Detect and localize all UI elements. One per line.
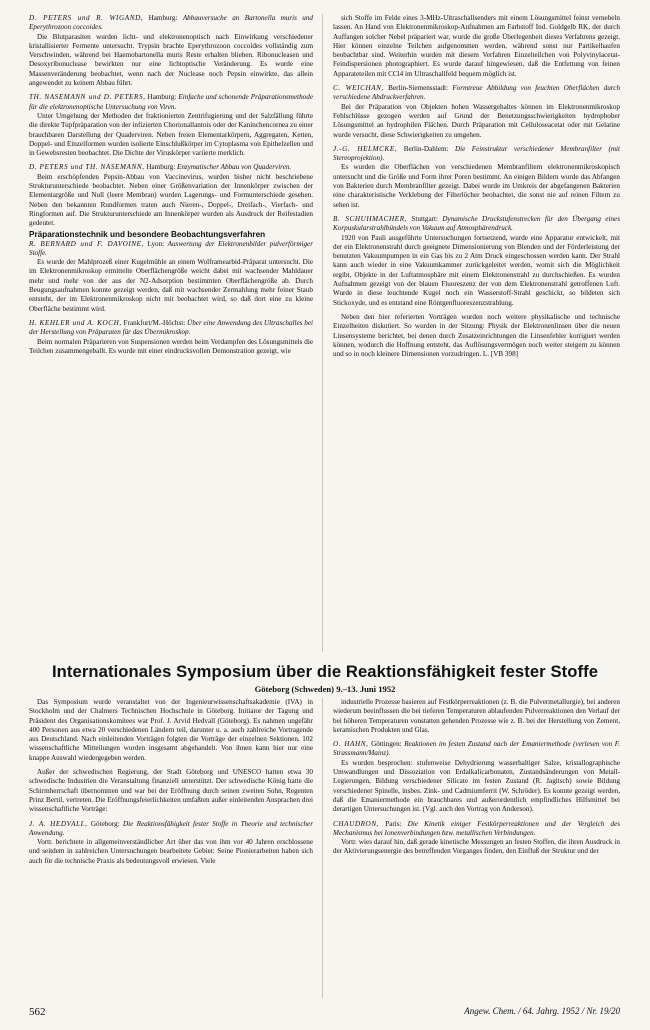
article-entry bbox=[29, 319, 313, 356]
entry-body: sich Stoffe im Felde eines 3-MHz-Ultraschallsenders mit einem Lösungsmittel feinst vernebeln lassen. An Hand von Elektronenmikroskop-Aufnahmen am Farbstoff Ind. Goldgelb RK, der durch Auffangen solcher Nebel präpariert war, wurde die große Überlegenheit dieses Verfahrens gezeigt. Hier können einzelne Teilchen aufgenommen werden, während sonst nur Partikelhaufen beobachtbar sind. Weiterhin wurden mit diesem Verfahren Einzelteilchen von Polyvinylacetat-Feindispersionen photographiert. Es wurde darauf hingewiesen, daß die Entfettung von feinen Apparateteilen mit CCl4 im Ultraschallfeld bequem möglich ist. bbox=[333, 14, 620, 78]
entry-affiliation: Hamburg: bbox=[143, 14, 183, 22]
entry-authors: R. BERNARD und F. DAVOINE, bbox=[29, 239, 145, 248]
entry-affiliation: Göteborg: bbox=[87, 819, 123, 828]
entry-body: Außer der schwedischen Regierung, der Stadt Göteborg und UNESCO hatten etwa 30 schwedische Industrien die Veranstaltung finanziell unterstützt. Der schwedische König hatte die Schirmherrschaft übernommen und war bei der Eröffnung durch seinen zweiten Sohn, Regenten Prinz Bertil, vertreten. Die Eröffnungsfeierlichkeiten umfaßten außer einleitenden Ansprachen drei wissenschaftliche Vorträge: bbox=[29, 768, 313, 814]
article-entry bbox=[333, 84, 620, 140]
entry-title: Reaktionen im festen Zustand nach der Emaniermethode (verlesen von F. Strassmann/Mainz). bbox=[333, 740, 620, 758]
entry-heading bbox=[29, 319, 313, 338]
page-number: 562 bbox=[29, 1006, 46, 1018]
entry-affiliation: Lyon: bbox=[144, 239, 168, 248]
entry-heading bbox=[29, 14, 313, 33]
entry-heading bbox=[333, 84, 620, 103]
article-entry bbox=[29, 93, 313, 158]
entry-affiliation: Stuttgart: bbox=[407, 214, 443, 223]
entry-heading bbox=[29, 240, 313, 259]
entry-group bbox=[333, 698, 620, 857]
column-divider bbox=[322, 698, 323, 998]
entry-body: Beim erschöpfenden Pepsin-Abbau von Vaccinevirus, wurden bisher nicht beschriebene Strukturunterschiede beobachtet. Neben einer Größenvariation der Innenkörper zwischen der Elementargröße und Null (leere Membran) wurden Lagerungs- und Formunterschiede gesehen. Neben den bekannten Rundformen traten auch Nieren-, Doppel-, Dreifach-, Vierfach- und Ringformen auf. Die Strukturunterschiede am Innenkörper wurden als Ausdruck der Reifestadien gedeutet. bbox=[29, 172, 313, 228]
article-entry bbox=[29, 14, 313, 88]
entry-title: Die Reaktionsfähigkeit fester Stoffe in Theorie und technischer Anwendung. bbox=[29, 819, 314, 837]
entry-title: Dynamische Druckstufenstrecken für den Übergang eines Korpuskularstrahlbündels von Vakuum auf Atmosphärendruck. bbox=[333, 214, 620, 233]
entry-group bbox=[333, 14, 620, 359]
entry-title: Die Kinetik einiger Festkörperreaktionen und der Vergleich des Mechanismus bei Ionenverbindungen bzw. metallischen Verbindungen. bbox=[333, 819, 620, 837]
entry-title: Formtreue Abbildung von feuchten Oberflächen durch verschiedene Abdruckverfahren. bbox=[333, 84, 621, 102]
article-entry bbox=[333, 698, 620, 735]
entry-body: Vortr. wies darauf hin, daß gerade kinetische Messungen an festen Stoffen, die ihren Ausdruck in der Aktivierungsenergie des betreffenden Vorganges finden, den Einfluß der Struktur und der bbox=[333, 838, 620, 856]
entry-affiliation: Berlin-Siemensstadt: bbox=[383, 84, 453, 93]
article-entry bbox=[29, 240, 313, 314]
article-entry bbox=[333, 145, 620, 210]
article-entry bbox=[333, 313, 620, 359]
entry-body: Es wurden besprochen: stufenweise Dehydrierung wasserhaltiger Salze, kristallographische Umwandlungen und Dissoziation von Erdalkalicarbonaten, Zustandsänderungen von Metall-Legierungen, Bildung verschiedener Silicate im festen Zustand (R. Jagitsch) sowie Bildung verschiedener Spinelle, insbes. Zink- und Cadmiumferrit (W. Schröder). Es konnte gezeigt werden, daß die Emaniermethode ein brauchbares und außerordentlich empfindliches Hilfsmittel bei derartigen Untersuchungen ist. (Vgl. auch den Vortrag von Anderson). bbox=[333, 758, 620, 814]
entry-body: Es wurde der Mahlprozeß einer Kugelmühle an einem Wolframearbid-Präparat untersucht. Die im Elektronenmikroskop ermittelte Oberflächengröße weicht dabei mit wachsender Mahldauer mehr und mehr von der aus der N2-Adsorption bestimmten Oberflächengröße ab. Durch Beugungsaufnahmen konnte gezeigt werden, daß mit wachsender Zermahlung mehr feiner Staub entsteht, der im Elektronenmikroskop nicht mit beobachtet wird, so daß dort eine zu kleine Oberfläche bestimmt wird. bbox=[29, 258, 313, 313]
entry-body: Beim normalen Präparieren von Suspensionen werden beim Verdampfen des Lösungsmittels die Teilchen zusammengeballt. Es wurde mit einer eindrucksvollen Demonstration gezeigt, wie bbox=[29, 337, 313, 355]
entry-authors: C. WEICHAN, bbox=[333, 84, 384, 93]
article-title: Internationales Symposium über die Reaktionsfähigkeit fester Stoffe bbox=[51, 662, 599, 681]
article-entry bbox=[29, 768, 313, 814]
entry-heading bbox=[29, 820, 313, 839]
article-entry bbox=[333, 14, 620, 79]
entry-heading bbox=[29, 163, 313, 172]
column-top-left bbox=[29, 14, 313, 356]
entry-authors: J. A. HEDVALL, bbox=[29, 819, 88, 828]
entry-title: Abbauversuche an Bartonella muris und Eperythrozoon coccoides. bbox=[29, 14, 313, 32]
article-entry bbox=[29, 820, 313, 866]
entry-body: industrielle Prozesse basieren auf Festkörperreaktionen (z. B. die Pulvermetallurgie), bei anderen wiederum beeinflussen die bei tieferen Temperaturen ablaufenden Pulverreaktionen den Verlauf der bei höheren Temperaturen vonstatten gehenden Prozesse wie z. B. bei der Herstellung von Zement, keramischen Produkten und Glas. bbox=[333, 698, 620, 734]
article-subtitle: Göteborg (Schweden) 9.–13. Juni 1952 bbox=[254, 684, 396, 694]
entry-heading bbox=[333, 215, 620, 234]
entry-authors: CHAUDRON, bbox=[333, 819, 380, 828]
article-entry bbox=[333, 740, 620, 814]
article-entry bbox=[29, 163, 313, 228]
entry-heading bbox=[333, 145, 620, 164]
entry-title: Auswertung der Elektronenbilder pulverförmiger Stoffe. bbox=[29, 239, 314, 257]
entry-affiliation: Hamburg: bbox=[145, 93, 179, 102]
article-entry bbox=[29, 698, 313, 763]
entry-group bbox=[29, 240, 313, 357]
entry-title: Enzymatischer Abbau von Quaderviren. bbox=[176, 163, 292, 172]
entry-authors: D. PETERS und R. WIGAND, bbox=[29, 14, 144, 22]
entry-authors: D. PETERS und TH. NASEMANN, bbox=[29, 163, 145, 172]
column-bottom-right bbox=[333, 698, 620, 857]
entry-group bbox=[29, 698, 313, 866]
article-entry bbox=[333, 820, 620, 857]
entry-authors: J.-G. HELMCKE, bbox=[333, 144, 398, 153]
entry-title: Einfache und schonende Präparationsmethode für die elektronenoptische Untersuchung von Viren. bbox=[29, 93, 313, 111]
section-heading: Präparationstechnik und besondere Beobachtungsverfahren bbox=[29, 229, 266, 239]
entry-body: 1920 von Pauli ausgeführte Untersuchungen fortsetzend, wurde eine Apparatur entwickelt, mit der ein Elektronenstrahl durch geeignete Dimensionierung von Blenden und der Förderleistung der benutzten Vakuumpumpen in ein Gas bis zu 2 Atm Druck eingeschossen werden kann. Der Strahl kann auch wieder in eine Vakuumkammer zurückgeleitet werden, womit sich die Möglichkeit ergibt, Objekte in der Luftatmosphäre mit einem Elektronenstrahl zu durchschießen. Es wurden Aufnahmen gezeigt von der blauen Fluoreszenz der von dem Elektronenstrahl getroffenen Luft. Wurde in diese leuchtende Kugel noch ein Wasserstoff-Strahl geschickt, so bildeten sich Stickoxyde, und es entstand eine Röntgenfluoreszenzstrahlung. bbox=[333, 233, 620, 307]
journal-reference: Angew. Chem. / 64. Jahrg. 1952 / Nr. 19/20 bbox=[464, 1006, 620, 1016]
column-top-right bbox=[333, 14, 620, 359]
entry-body: Unter Umgehung der Methoden der fraktionierten Zentrifugierung und der Salzfällung führte die direkte Tupfpräparation von der infizierten Chorionallantois oder der Kaninchencornea zu einer brauchbaren Darstellung der Quaderviren. Neben freien Elementarkörpern, Aggregaten, Ketten, Doppel- und Einzelformen wurden isolierte Einschlußkörper im Cytoplasma von Epithelzellen und in Gewebsresten beobachtet. Die Dichte der Viruskörper variierte merklich. bbox=[29, 111, 313, 158]
column-divider bbox=[322, 14, 323, 652]
entry-affiliation: Hamburg: bbox=[144, 163, 177, 172]
entry-body: Die Blutparasiten wurden licht- und elektronenoptisch nach Einwirkung verschiedener kristallisierter Fermente untersucht. Trypsin brachte Eperythrozoon coccoides vollständig zum Verschwinden, während bei Haemobartonella muris Reste erhalten blieben. Ribonucleasen und Desoxyribonuclease bewirkten nur eine lichtoptische Veränderung. Es wurde eine Massenveränderung beobachtet, wenn nach der Nuclease noch Pepsin einwirkte, das allein angewendet zu keinem Abbau führt. bbox=[29, 32, 313, 88]
entry-authors: H. KEHLER und A. KOCH, bbox=[29, 318, 122, 327]
entry-body: Neben den hier referierten Vorträgen wurden noch weitere physikalische und technische Einzelheiten diskutiert. So wurden in der Sitzung: Physik der Elektronenlinsen über die neuen Linsensysteme berichtet, bei denen durch Zusatzeinrichtungen die Linsenfehler korrigiert werden können, wodurch die Hoffnung entsteht, das Auflösungsvermögen noch weiter steigern zu können und so in noch kleinere Dimensionen vorzudringen. L. [VB 398] bbox=[333, 312, 620, 359]
entry-heading bbox=[333, 740, 620, 759]
entry-affiliation: Frankfurt/M.-Höchst: bbox=[121, 318, 188, 327]
entry-body: Vortr. berichtete in allgemeinverständlicher Art über das von ihm vor 40 Jahren erschlossene und seitdem in zahlreichen Untersuchungen bearbeitete Gebiet: Seine Pionierarbeiten haben sich auch für die technische Praxis als bedeutungsvoll erwiesen. Viele bbox=[29, 838, 313, 865]
entry-body: Es wurden die Oberflächen von verschiedenen Membranfiltern elektronenmikroskopisch untersucht und die Größe und Form ihrer Poren bestimmt. An einigen Bildern wurde das Abfangen von Bakterien durch Membranfilter gezeigt. Dabei wurde im Umkreis der abgefangenen Bakterien eine charakteristische Verklebung der Filterlöcher beobachtet, die sonst nie auf reinen Filtern zu sehen ist. bbox=[333, 163, 620, 209]
article-entry bbox=[333, 215, 620, 308]
entry-affiliation: Göttingen: bbox=[368, 740, 405, 749]
entry-title: Die Feinstruktur verschiedener Membranfilter (mit Stereoprojektion). bbox=[333, 144, 621, 163]
entry-affiliation: Paris: bbox=[379, 819, 408, 828]
entry-affiliation: Berlin-Dahlem: bbox=[397, 144, 455, 153]
entry-heading bbox=[333, 820, 620, 839]
page-footer bbox=[29, 1006, 620, 1020]
entry-authors: B. SCHUHMACHER, bbox=[333, 214, 408, 223]
entry-authors: O. HAHN, bbox=[333, 740, 369, 749]
entry-authors: TH. NASEMANN und D. PETERS, bbox=[29, 93, 146, 102]
entry-body: Das Symposium wurde veranstaltet von der Ingenieurwissenschaftsakademie (IVA) in Stockholm und der Chalmers Technischen Hochschule in Göteborg. Initiator der Tagung und Präsident des Organisationskomitees war Prof. J. Arvid Hedvall (Göteborg). Es nahmen ungefähr 400 Personen aus etwa 20 verschiedenen Ländern teil, darunter u. a. auch zahlreiche Vortragende aus Deutschland. Nach einleitenden Vorträgen folgten die Vorträge der einzelnen Sektionen. 102 wissenschaftliche Mitteilungen wurden insgesamt abgehandelt. Von ihnen kann hier nur eine knappe Auswahl wiedergegeben werden. bbox=[29, 698, 313, 762]
column-bottom-left bbox=[29, 698, 313, 866]
entry-group bbox=[29, 14, 313, 229]
entry-heading bbox=[29, 93, 313, 112]
entry-body: Bei der Präparation von Objekten hohen Wassergehaltes können im Elektronenmikroskop Fehlschlüsse gezogen werden auf Grund der Benetzungsschwierigkeiten hydrophober Lösungsmittel an hydrophilen Flächen. Durch Präparation mit Celluloseacetat oder mit Gelatine wurde versucht, diese Schwierigkeiten zu umgehen. bbox=[333, 102, 620, 139]
entry-title: Über eine Anwendung des Ultraschalles bei der Herstellung von Präparaten für das Übermikroskop. bbox=[29, 318, 313, 337]
